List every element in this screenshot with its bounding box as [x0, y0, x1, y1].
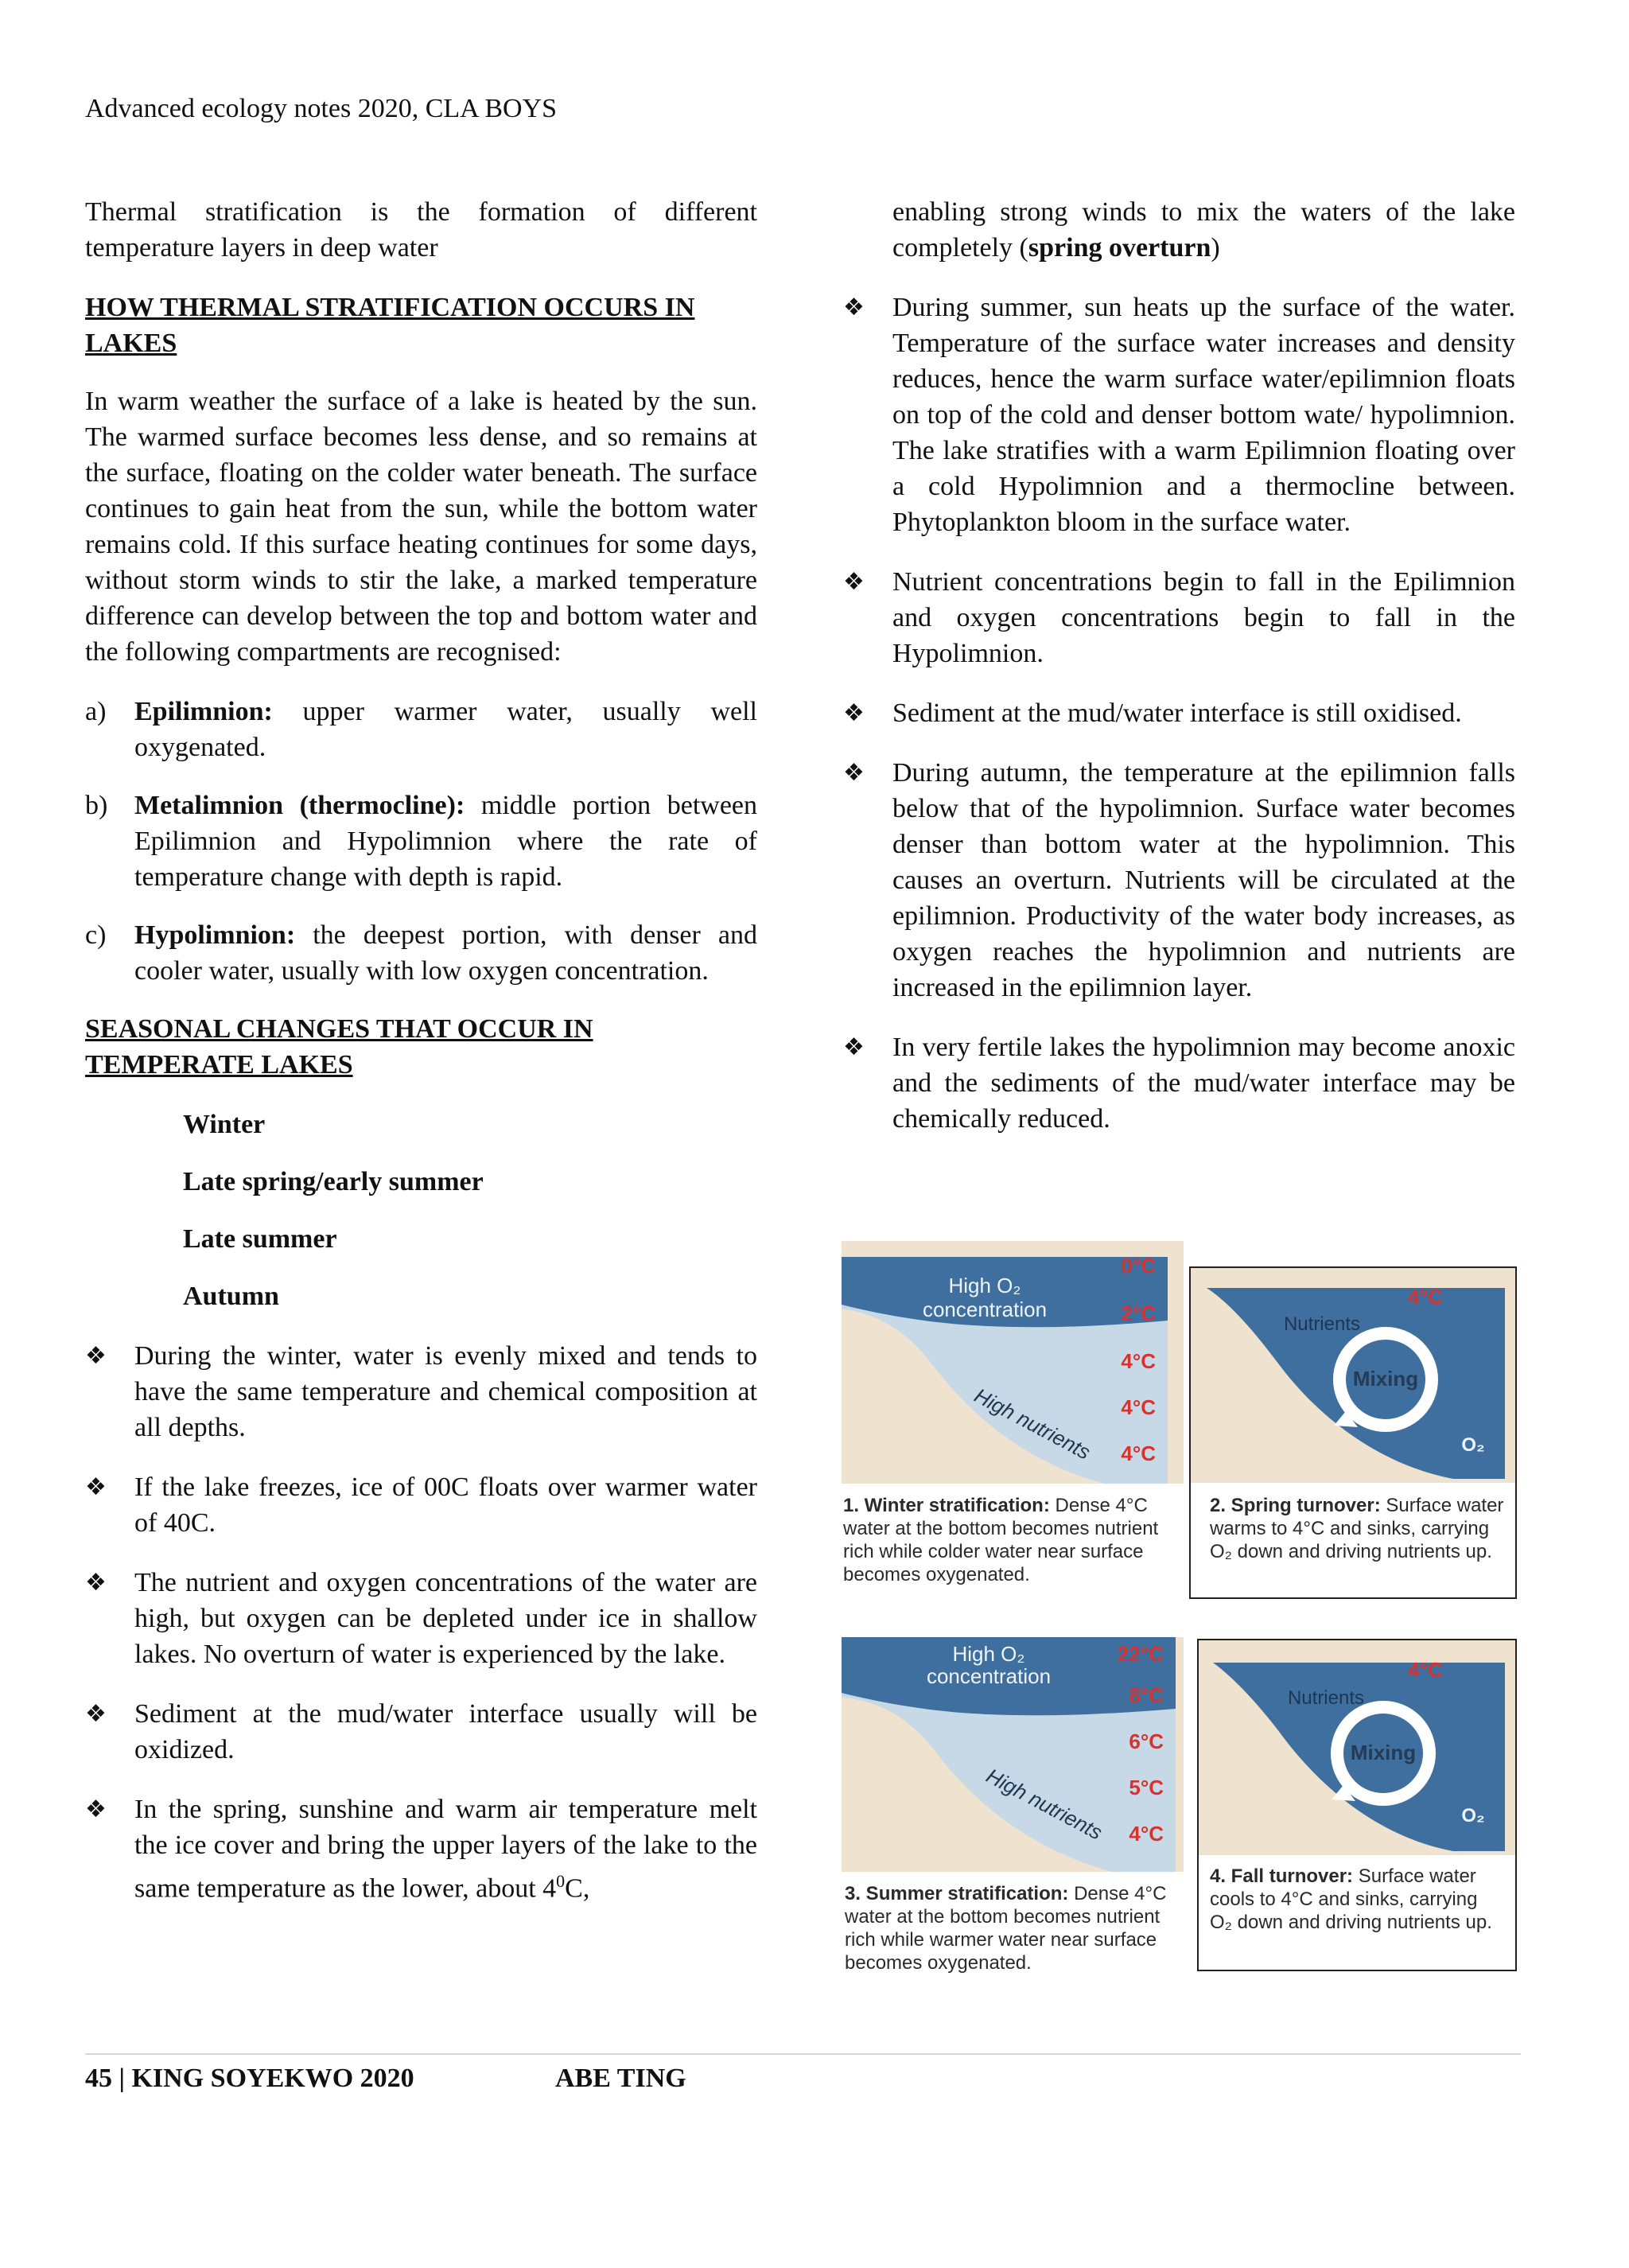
- bullet-icon: ❖: [85, 1700, 107, 1728]
- bullet-item: ❖ If the lake freezes, ice of 00C floats over warmer water of 40C.: [85, 1469, 757, 1541]
- temperature-label: 0°C: [1121, 1254, 1156, 1278]
- nutrients-label: Nutrients: [1283, 1313, 1361, 1335]
- definition-hypolimnion: c) Hypolimnion: the deepest portion, with denser and cooler water, usually with low oxygen concentration.: [85, 920, 757, 986]
- temperature-label: 4°C: [1121, 1395, 1156, 1419]
- o2-label: High O₂: [952, 1642, 1025, 1666]
- o2-label: O₂: [1461, 1805, 1485, 1826]
- figure-fall-turnover: [1197, 1639, 1517, 1971]
- footer-page-info: 45 | KING SOYEKWO 2020: [85, 2064, 414, 2093]
- section-heading-stratification: HOW THERMAL STRATIFICATION OCCURS IN LAKES: [85, 293, 695, 358]
- temperature-label: 22°C: [1117, 1642, 1164, 1666]
- season-item: Autumn: [183, 1282, 279, 1311]
- definition-metalimnion: b) Metalimnion (thermocline): middle portion between Epilimnion and Hypolimnion where the rate of temperature change with depth is rapid.: [85, 791, 758, 892]
- left-column: [85, 194, 757, 1930]
- bullet-item: ❖ In the spring, sunshine and warm air temperature melt the ice cover and bring the upper layers of the lake to the same temperature as the lower, about $4^0C$,: [85, 1791, 757, 1906]
- section-heading-seasonal: SEASONAL CHANGES THAT OCCUR IN TEMPERATE LAKES: [85, 1014, 593, 1080]
- bullet-icon: ❖: [843, 568, 865, 596]
- bullet-item: ❖ During summer, sun heats up the surface of the water. Temperature of the surface water increases and density reduces, hence the warm surface water/epilimnion floats on top of the cold and denser bottom wate/ hypolimnion. The lake stratifies with a warm Epilimnion floating over a cold Hypolimnion and a thermocline between. Phytoplankton bloom in the surface water.: [843, 290, 1515, 540]
- spring-lake-illustration: [1191, 1268, 1515, 1483]
- page-header: Advanced ecology notes 2020, CLA BOYS: [85, 94, 558, 123]
- footer-author: ABE TING: [555, 2064, 686, 2093]
- continued-paragraph: enabling strong winds to mix the waters of the lake completely (spring overturn): [892, 197, 1515, 263]
- mixing-label: Mixing: [1350, 1741, 1417, 1764]
- temperature-label: 4°C: [1408, 1658, 1443, 1682]
- figure-caption: 2. Spring turnover: Surface water warms to 4°C and sinks, carrying O₂ down and driving nutrients up.: [1210, 1495, 1504, 1562]
- figure-caption: 4. Fall turnover: Surface water cools to 4°C and sinks, carrying O₂ down and driving nutrients up.: [1210, 1865, 1492, 1933]
- figure-summer-stratification: [842, 1637, 1184, 1991]
- nutrients-label: High nutrients: [982, 1763, 1106, 1845]
- temperature-label: 8°C: [1129, 1683, 1164, 1707]
- season-item: Late summer: [183, 1224, 337, 1254]
- temperature-label: 4°C: [1129, 1822, 1164, 1846]
- bullet-item: ❖ Sediment at the mud/water interface is still oxidised.: [843, 695, 1515, 731]
- bullet-icon: ❖: [85, 1342, 107, 1370]
- winter-lake-illustration: [842, 1241, 1184, 1484]
- o2-label: concentration: [926, 1664, 1052, 1688]
- o2-label: O₂: [1461, 1434, 1485, 1456]
- summer-lake-illustration: [842, 1637, 1184, 1872]
- mixing-label: Mixing: [1352, 1367, 1419, 1391]
- bullet-item: ❖ In very fertile lakes the hypolimnion may become anoxic and the sediments of the mud/water interface may be chemically reduced.: [843, 1029, 1515, 1137]
- footer-divider: [85, 2053, 1521, 2055]
- intro-paragraph: Thermal stratification is the formation of different temperature layers in deep water: [85, 197, 757, 263]
- bullet-item: ❖ The nutrient and oxygen concentrations of the water are high, but oxygen can be depleted under ice in shallow lakes. No overturn of water is experienced by the lake.: [85, 1565, 757, 1672]
- o2-label: concentration: [922, 1297, 1048, 1321]
- figure-winter-stratification: [842, 1241, 1184, 1599]
- bullet-icon: ❖: [843, 1033, 865, 1061]
- temperature-label: 4°C: [1121, 1441, 1156, 1465]
- season-item: Winter: [183, 1110, 266, 1139]
- fall-lake-illustration: [1199, 1640, 1515, 1855]
- season-item: Late spring/early summer: [183, 1167, 484, 1196]
- nutrients-label: Nutrients: [1287, 1687, 1365, 1709]
- temperature-label: 5°C: [1129, 1776, 1164, 1799]
- nutrients-label: High nutrients: [970, 1383, 1094, 1465]
- bullet-item: ❖ Sediment at the mud/water interface usually will be oxidized.: [85, 1696, 757, 1768]
- bullet-icon: ❖: [843, 759, 865, 787]
- bullet-icon: ❖: [843, 699, 865, 727]
- stratification-paragraph: In warm weather the surface of a lake is heated by the sun. The warmed surface becomes less dense, and so remains at the surface, floating on the colder water beneath. The surface continues to gain heat from the sun, while the bottom water remains cold. If this surface heating continues for some days, without storm winds to stir the lake, a marked temperature difference can develop between the top and bottom water and the following compartments are recognised:: [85, 387, 757, 667]
- figure-spring-turnover: [1189, 1266, 1517, 1599]
- figure-caption: 3. Summer stratification: Dense 4°C water at the bottom becomes nutrient rich while warmer water near surface becomes oxygenated.: [845, 1883, 1167, 1974]
- bullet-item: ❖ During the winter, water is evenly mixed and tends to have the same temperature and chemical composition at all depths.: [85, 1338, 757, 1445]
- temperature-label: 4°C: [1408, 1285, 1443, 1309]
- right-column: [843, 194, 1515, 1161]
- temperature-label: 6°C: [1129, 1729, 1164, 1753]
- temperature-label: 2°C: [1121, 1301, 1156, 1325]
- bullet-icon: ❖: [85, 1569, 107, 1597]
- bullet-icon: ❖: [843, 294, 865, 321]
- o2-label: High O₂: [948, 1274, 1021, 1297]
- bullet-icon: ❖: [85, 1795, 107, 1823]
- bullet-item: ❖ Nutrient concentrations begin to fall in the Epilimnion and oxygen concentrations begin to fall in the Hypolimnion.: [843, 564, 1515, 671]
- bullet-icon: ❖: [85, 1473, 107, 1501]
- definition-epilimnion: a) Epilimnion: upper warmer water, usually well oxygenated.: [85, 697, 757, 762]
- temperature-label: 4°C: [1121, 1349, 1156, 1373]
- bullet-item: ❖ During autumn, the temperature at the epilimnion falls below that of the hypolimnion. Surface water becomes denser than bottom water at the hypolimnion. This causes an overturn. Nutrients will be circulated at the epilimnion. Productivity of the water body increases, as oxygen reaches the hypolimnion and nutrients are increased in the epilimnion layer.: [843, 755, 1515, 1006]
- figure-caption: 1. Winter stratification: Dense 4°C water at the bottom becomes nutrient rich while colder water near surface becomes oxygenated.: [843, 1495, 1159, 1585]
